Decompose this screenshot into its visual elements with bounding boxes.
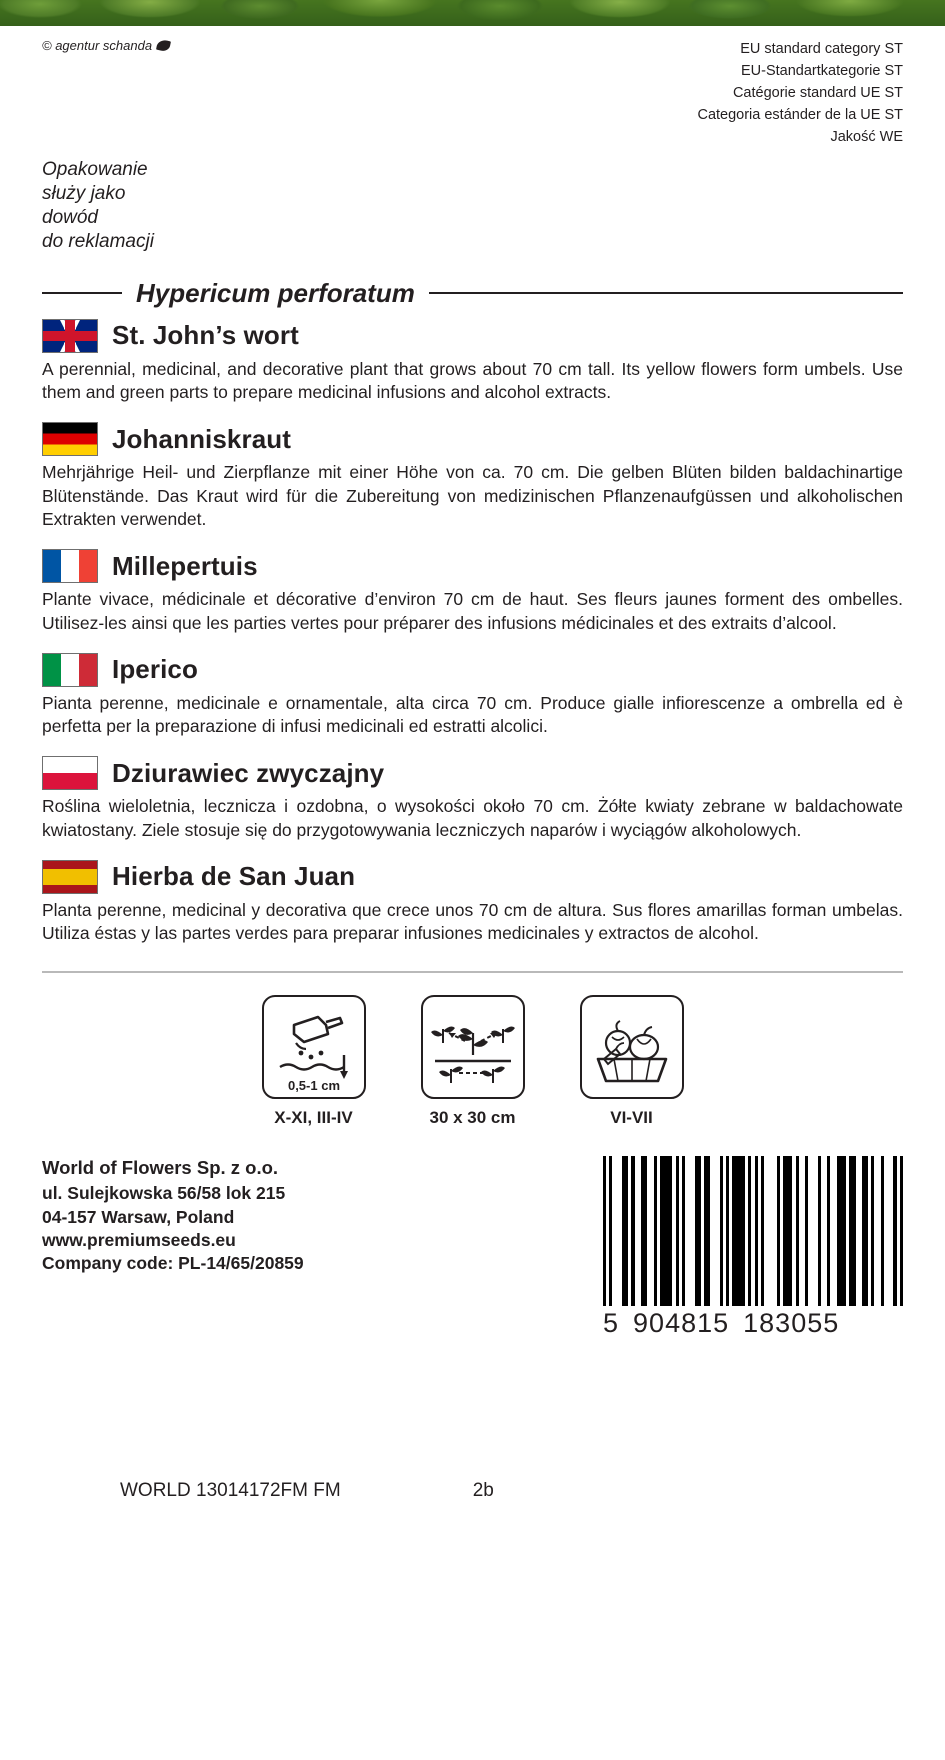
credit-text: © agentur schanda: [42, 38, 153, 53]
packaging-note-line-2: służy jako: [42, 183, 126, 205]
packaging-note-line-3: dowód: [42, 207, 98, 229]
pictogram-sowing-label: X-XI, III-IV: [274, 1108, 353, 1128]
bottom-code-line: [0, 1480, 945, 1502]
flag-spain: [42, 860, 98, 894]
language-block-fr: [42, 549, 903, 635]
packaging-note-line-1: Opakowanie: [42, 159, 148, 181]
footer: [42, 1156, 903, 1339]
language-text-de: Mehrjährige Heil- und Zierpflanze mit einer Höhe von ca. 70 cm. Die gelben Blüten bilden baldachinartige Blütenstände. Das Kraut wird für die Zubereitung von medizinischen Pflanzenaufgüssen und alkoholischen Extrakten verwendet.: [42, 462, 903, 529]
eu-line-fr: Catégorie standard UE ST: [732, 85, 903, 102]
sowing-depth-icon: [262, 995, 366, 1099]
language-title-pl: Dziurawiec zwyczajny: [112, 757, 385, 788]
harvest-basket-icon: [580, 995, 684, 1099]
language-block-es: [42, 860, 903, 946]
species-title-row: [42, 278, 903, 309]
barcode-digit-group-2: 904815: [633, 1308, 730, 1339]
flag-germany: [42, 422, 98, 456]
eu-standard-category: [697, 38, 903, 148]
company-name: World of Flowers Sp. z o.o.: [42, 1157, 279, 1179]
company-website[interactable]: www.premiumseeds.eu: [42, 1230, 236, 1251]
company-code: Company code: PL-14/65/20859: [42, 1253, 304, 1274]
pictogram-harvest-label: VI-VII: [610, 1108, 653, 1128]
language-title-it: Iperico: [112, 654, 198, 685]
language-title-es: Hierba de San Juan: [112, 861, 356, 892]
barcode: [603, 1156, 903, 1339]
language-sections: [42, 319, 903, 945]
pictogram-row: [0, 995, 945, 1128]
pictogram-sowing: [262, 995, 366, 1128]
packaging-note: [0, 158, 945, 254]
section-divider: [42, 971, 903, 973]
header: [0, 26, 945, 148]
language-block-pl: [42, 756, 903, 842]
svg-text:0,5-1 cm: 0,5-1 cm: [287, 1078, 340, 1094]
language-block-de: [42, 422, 903, 531]
company-info: [42, 1156, 304, 1276]
language-text-es: Planta perenne, medicinal y decorativa que crece unos 70 cm de altura. Sus flores amarillas forman umbelas. Utiliza éstas y las partes verdes para preparar infusiones medicinales y extractos de alcohol.: [42, 899, 903, 944]
rule-left: [42, 292, 122, 294]
leaf-icon: [156, 39, 171, 52]
language-heading-es: [42, 860, 903, 894]
eu-line-es: Categoria estánder de la UE ST: [697, 107, 903, 124]
language-heading-it: [42, 653, 903, 687]
language-title-de: Johanniskraut: [112, 423, 292, 454]
barcode-digits: [603, 1308, 903, 1339]
pictogram-harvest: [580, 995, 684, 1128]
language-title-fr: Millepertuis: [112, 550, 258, 581]
language-block-it: [42, 653, 903, 739]
barcode-digit-group-3: 183055: [743, 1308, 840, 1339]
agency-credit: [42, 38, 170, 53]
language-text-pl: Roślina wieloletnia, lecznicza i ozdobna, o wysokości około 70 cm. Żółte kwiaty zebrane w baldachowate kwiatostany. Ziele stosuje się do przygotowywania leczniczych naparów i wyciągów alkoholowych.: [42, 796, 903, 840]
seed-packet-back: [0, 26, 945, 1339]
plant-spacing-icon: [421, 995, 525, 1099]
rule-right: [429, 292, 903, 294]
pictogram-spacing-label: 30 x 30 cm: [429, 1108, 516, 1128]
eu-line-de: EU-Standartkategorie ST: [741, 63, 903, 80]
eu-line-en: EU standard category ST: [740, 41, 903, 57]
eu-line-pl: Jakość WE: [830, 129, 903, 146]
language-block-en: [42, 319, 903, 405]
flag-uk: [42, 319, 98, 353]
language-heading-pl: [42, 756, 903, 790]
decorative-plant-photo-strip: [0, 0, 945, 26]
pictogram-spacing: [421, 995, 525, 1128]
language-heading-en: [42, 319, 903, 353]
barcode-digit-group-1: 5: [603, 1308, 620, 1339]
language-text-en: A perennial, medicinal, and decorative plant that grows about 70 cm tall. Its yellow flowers form umbels. Use them and green parts to prepare medicinal infusions and alcohol extracts.: [42, 358, 903, 403]
company-address-line-1: ul. Sulejkowska 56/58 lok 215: [42, 1183, 286, 1204]
flag-poland: [42, 756, 98, 790]
species-latin-name: Hypericum perforatum: [136, 277, 415, 308]
language-title-en: St. John’s wort: [112, 320, 299, 351]
company-address-line-2: 04-157 Warsaw, Poland: [42, 1206, 235, 1227]
variant-code: 2b: [472, 1480, 494, 1501]
packaging-note-line-4: do reklamacji: [42, 230, 154, 252]
language-text-it: Pianta perenne, medicinale e ornamentale, alta circa 70 cm. Produce gialle infiorescenze a ombrella ed è perfetta per la preparazione di infusi medicinali ed estratti alcolici.: [42, 692, 903, 737]
language-heading-de: [42, 422, 903, 456]
print-code: WORLD 13014172FM FM: [120, 1480, 341, 1501]
language-heading-fr: [42, 549, 903, 583]
flag-italy: [42, 653, 98, 687]
language-text-fr: Plante vivace, médicinale et décorative d’environ 70 cm de haut. Ses fleurs jaunes forment des ombelles. Utilisez-les ainsi que les parties vertes pour préparer des infusions médicinales et des extraits d’alcool.: [42, 589, 903, 633]
flag-france: [42, 549, 98, 583]
barcode-bars: [603, 1156, 903, 1306]
